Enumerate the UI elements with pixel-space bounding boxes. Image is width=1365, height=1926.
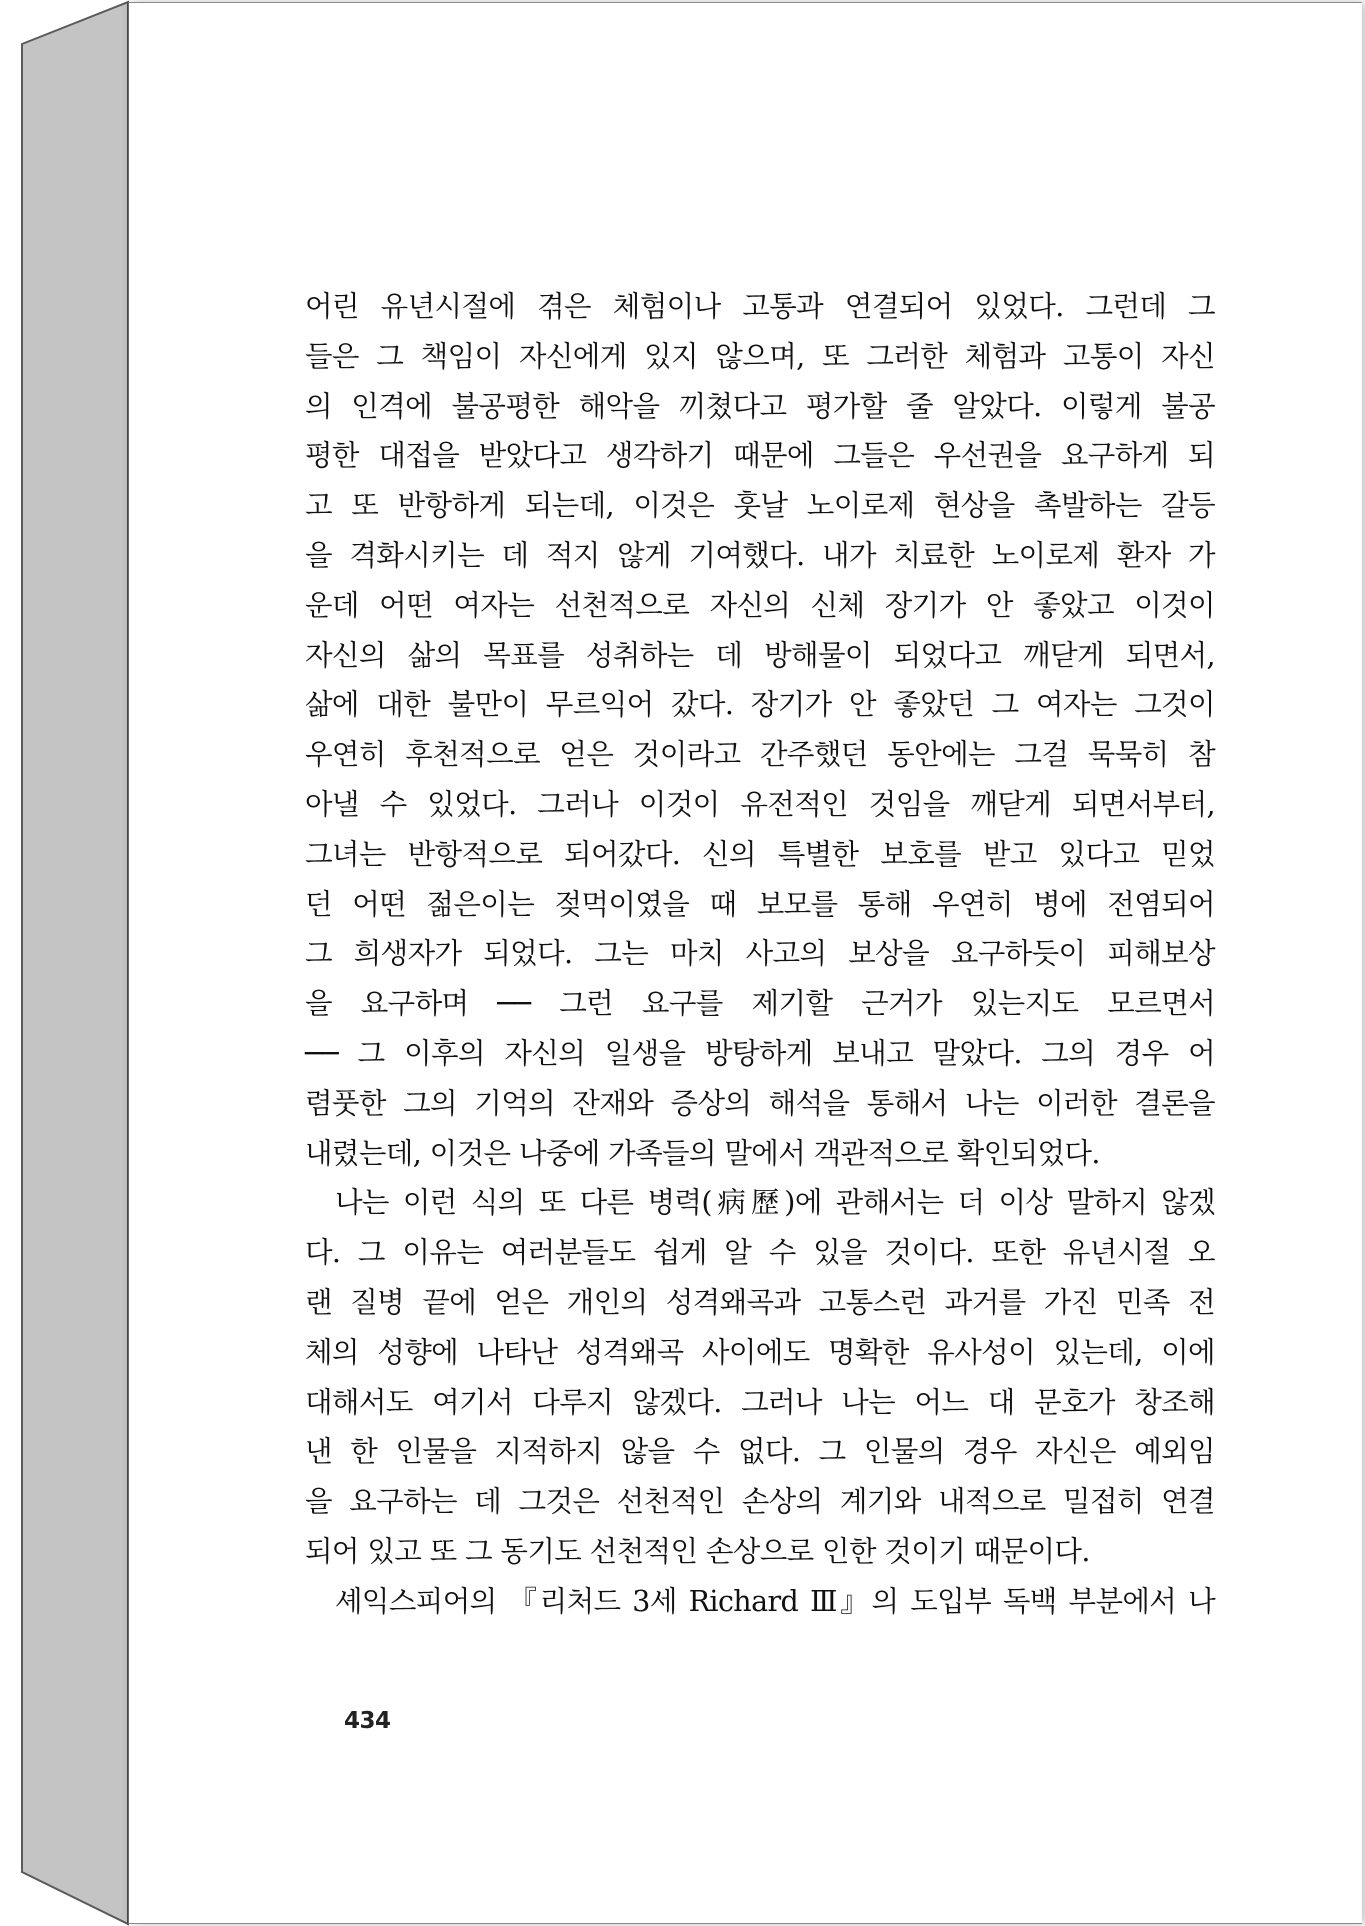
text-line: 낸 한 인물을 지적하지 않을 수 없다. 그 인물의 경우 자신은 예외임 xyxy=(305,1435,1215,1469)
text-line: 랜 질병 끝에 얻은 개인의 성격왜곡과 고통스런 과거를 가진 민족 전 xyxy=(305,1285,1215,1319)
text-line: 그녀는 반항적으로 되어갔다. 신의 특별한 보호를 받고 있다고 믿었 xyxy=(305,837,1215,871)
text-line: 셰익스피어의 『리처드 3세 Richard Ⅲ』의 도입부 독백 부분에서 나 xyxy=(335,1584,1215,1618)
text-line: 우연히 후천적으로 얻은 것이라고 간주했던 동안에는 그걸 묵묵히 참 xyxy=(305,738,1215,772)
page-number: 434 xyxy=(344,1708,391,1734)
text-line: 그 희생자가 되었다. 그는 마치 사고의 보상을 요구하듯이 피해보상 xyxy=(305,937,1215,971)
text-line: 체의 성향에 나타난 성격왜곡 사이에도 명확한 유사성이 있는데, 이에 xyxy=(305,1335,1215,1369)
text-line: 의 인격에 불공평한 해악을 끼쳤다고 평가할 줄 알았다. 이렇게 불공 xyxy=(305,389,1215,423)
text-line: 대해서도 여기서 다루지 않겠다. 그러나 나는 어느 대 문호가 창조해 xyxy=(305,1385,1215,1419)
text-line: 아낼 수 있었다. 그러나 이것이 유전적인 것임을 깨닫게 되면서부터, xyxy=(305,787,1215,821)
text-line: 들은 그 책임이 자신에게 있지 않으며, 또 그러한 체험과 고통이 자신 xyxy=(305,339,1215,373)
text-line: 렴풋한 그의 기억의 잔재와 증상의 해석을 통해서 나는 이러한 결론을 xyxy=(305,1086,1215,1120)
body-text xyxy=(305,282,1215,1627)
text-line: 을 요구하는 데 그것은 선천적인 손상의 계기와 내적으로 밀접히 연결 xyxy=(305,1485,1215,1519)
text-line: 운데 어떤 여자는 선천적으로 자신의 신체 장기가 안 좋았고 이것이 xyxy=(305,588,1215,622)
text-line: 삶에 대한 불만이 무르익어 갔다. 장기가 안 좋았던 그 여자는 그것이 xyxy=(305,688,1215,722)
text-line: 다. 그 이유는 여러분들도 쉽게 알 수 있을 것이다. 또한 유년시절 오 xyxy=(305,1236,1215,1270)
text-line: 고 또 반항하게 되는데, 이것은 훗날 노이로제 현상을 촉발하는 갈등 xyxy=(305,489,1215,523)
text-line: 되어 있고 또 그 동기도 선천적인 손상으로 인한 것이기 때문이다. xyxy=(305,1534,1090,1568)
text-line: ── 그 이후의 자신의 일생을 방탕하게 보내고 말았다. 그의 경우 어 xyxy=(305,1036,1215,1070)
text-line: 던 어떤 젊은이는 젖먹이였을 때 보모를 통해 우연히 병에 전염되어 xyxy=(305,887,1215,921)
text-line: 내렸는데, 이것은 나중에 가족들의 말에서 객관적으로 확인되었다. xyxy=(305,1136,1100,1170)
text-line: 자신의 삶의 목표를 성취하는 데 방해물이 되었다고 깨닫게 되면서, xyxy=(305,638,1215,672)
text-line: 어린 유년시절에 겪은 체험이나 고통과 연결되어 있었다. 그런데 그 xyxy=(305,290,1215,323)
text-line: 나는 이런 식의 또 다른 병력(病歷)에 관해서는 더 이상 말하지 않겠 xyxy=(335,1186,1215,1220)
text-line: 을 격화시키는 데 적지 않게 기여했다. 내가 치료한 노이로제 환자 가 xyxy=(305,538,1215,572)
text-line: 평한 대접을 받았다고 생각하기 때문에 그들은 우선권을 요구하게 되 xyxy=(305,439,1215,473)
text-line: 을 요구하며 ── 그런 요구를 제기할 근거가 있는지도 모르면서 xyxy=(305,987,1215,1021)
